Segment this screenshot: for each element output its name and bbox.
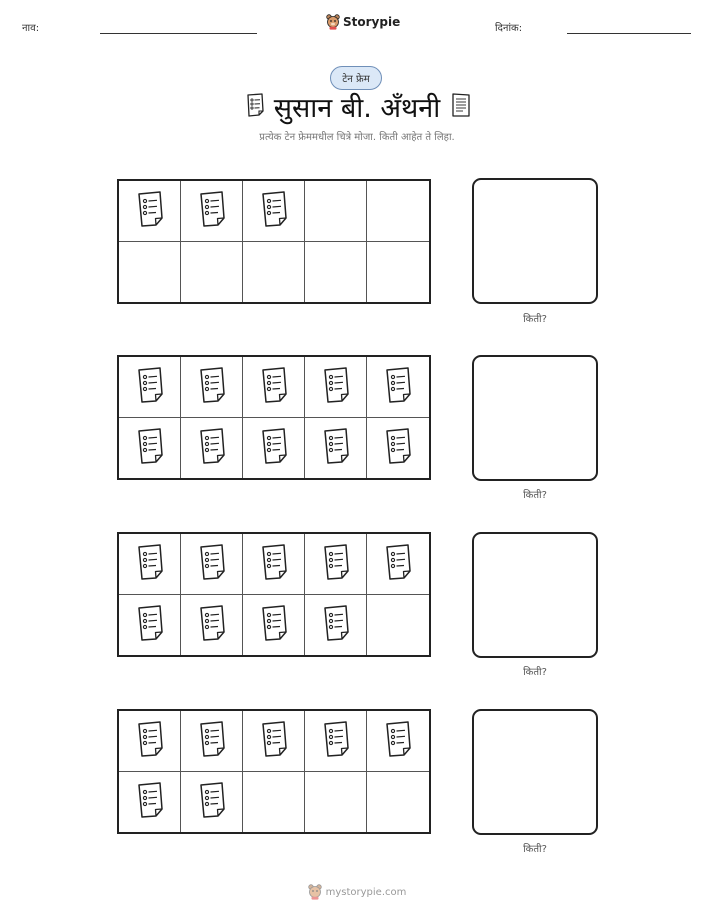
ten-frame-1 (117, 179, 431, 304)
document-list-icon (318, 365, 354, 409)
ten-frame-cell (367, 711, 429, 772)
ten-frame-cell (367, 418, 429, 479)
document-list-icon (132, 780, 168, 824)
ten-frame-cell (367, 534, 429, 595)
ten-frame-cell (181, 711, 243, 772)
document-list-icon (194, 426, 230, 470)
ten-frame-cell (119, 711, 181, 772)
ten-frame-cell (305, 418, 367, 479)
document-list-icon (380, 719, 416, 763)
ten-frame-cell (243, 181, 305, 242)
ten-frame-cell (367, 772, 429, 833)
brand-logo (326, 14, 400, 30)
answer-prompt-2: किती? (523, 490, 547, 501)
ten-frame-cell (305, 242, 367, 303)
document-list-icon (194, 603, 230, 647)
document-list-icon (256, 719, 292, 763)
ten-frame-cell (305, 772, 367, 833)
document-list-icon (132, 189, 168, 233)
document-list-icon (132, 603, 168, 647)
ten-frame-cell (243, 357, 305, 418)
name-label: नाव: (22, 23, 40, 34)
document-list-icon (380, 365, 416, 409)
footer-site: mystorypie.com (325, 886, 407, 898)
ten-frame-cell (243, 242, 305, 303)
ten-frame-cell (367, 357, 429, 418)
bear-logo-icon (326, 14, 340, 30)
answer-box-3[interactable] (472, 532, 598, 658)
topic-tag (330, 66, 382, 90)
ten-frame-cell (305, 357, 367, 418)
ten-frame-cell (181, 418, 243, 479)
ten-frame-4 (117, 709, 431, 834)
answer-prompt-4: किती? (523, 844, 547, 855)
ten-frame-cell (181, 242, 243, 303)
document-list-icon (256, 603, 292, 647)
ten-frame-cell (243, 711, 305, 772)
ten-frame-cell (305, 711, 367, 772)
ten-frame-cell (181, 772, 243, 833)
document-list-icon (132, 365, 168, 409)
ten-frame-2 (117, 355, 431, 480)
document-list-icon (318, 542, 354, 586)
ten-frame-cell (119, 534, 181, 595)
document-list-icon (256, 426, 292, 470)
ten-frame-cell (119, 357, 181, 418)
ten-frame-cell (305, 595, 367, 656)
date-label: दिनांक: (495, 23, 523, 34)
document-list-icon (194, 365, 230, 409)
document-list-icon (256, 542, 292, 586)
answer-box-1[interactable] (472, 178, 598, 304)
topic-tag-text: टेन फ्रेम (342, 74, 370, 85)
answer-prompt-3: किती? (523, 667, 547, 678)
footer (0, 884, 714, 900)
document-list-icon (318, 426, 354, 470)
answer-prompt-1: किती? (523, 314, 547, 325)
document-list-icon (256, 365, 292, 409)
ten-frame-cell (243, 772, 305, 833)
bear-logo-icon (308, 884, 322, 900)
ten-frame-cell (243, 595, 305, 656)
date-line[interactable] (567, 33, 691, 34)
document-list-icon (318, 719, 354, 763)
ten-frame-cell (243, 418, 305, 479)
document-list-icon (256, 189, 292, 233)
ten-frame-cell (181, 181, 243, 242)
document-list-icon (194, 542, 230, 586)
document-list-icon (380, 542, 416, 586)
document-list-icon (194, 719, 230, 763)
document-list-icon (380, 426, 416, 470)
ten-frame-cell (119, 242, 181, 303)
document-list-icon (132, 542, 168, 586)
ten-frame-cell (367, 595, 429, 656)
document-list-icon (132, 426, 168, 470)
answer-box-2[interactable] (472, 355, 598, 481)
answer-box-4[interactable] (472, 709, 598, 835)
ten-frame-cell (367, 242, 429, 303)
document-list-icon (194, 780, 230, 824)
ten-frame-cell (119, 772, 181, 833)
document-list-icon (318, 603, 354, 647)
page-title: सुसान बी. अँथनी (273, 93, 441, 124)
instructions: प्रत्येक टेन फ्रेममधील चित्रे मोजा. किती आहेत ते लिहा. (259, 132, 455, 143)
ten-frame-cell (119, 418, 181, 479)
ten-frame-cell (119, 181, 181, 242)
ten-frame-cell (367, 181, 429, 242)
document-page-icon (449, 92, 473, 118)
ten-frame-cell (181, 595, 243, 656)
ten-frame-cell (181, 357, 243, 418)
ten-frame-3 (117, 532, 431, 657)
ten-frame-cell (305, 534, 367, 595)
name-line[interactable] (100, 33, 257, 34)
ten-frame-cell (305, 181, 367, 242)
ten-frame-cell (181, 534, 243, 595)
brand-name: Storypie (343, 15, 401, 29)
ten-frame-cell (243, 534, 305, 595)
document-list-icon (194, 189, 230, 233)
ten-frame-cell (119, 595, 181, 656)
document-list-icon (132, 719, 168, 763)
